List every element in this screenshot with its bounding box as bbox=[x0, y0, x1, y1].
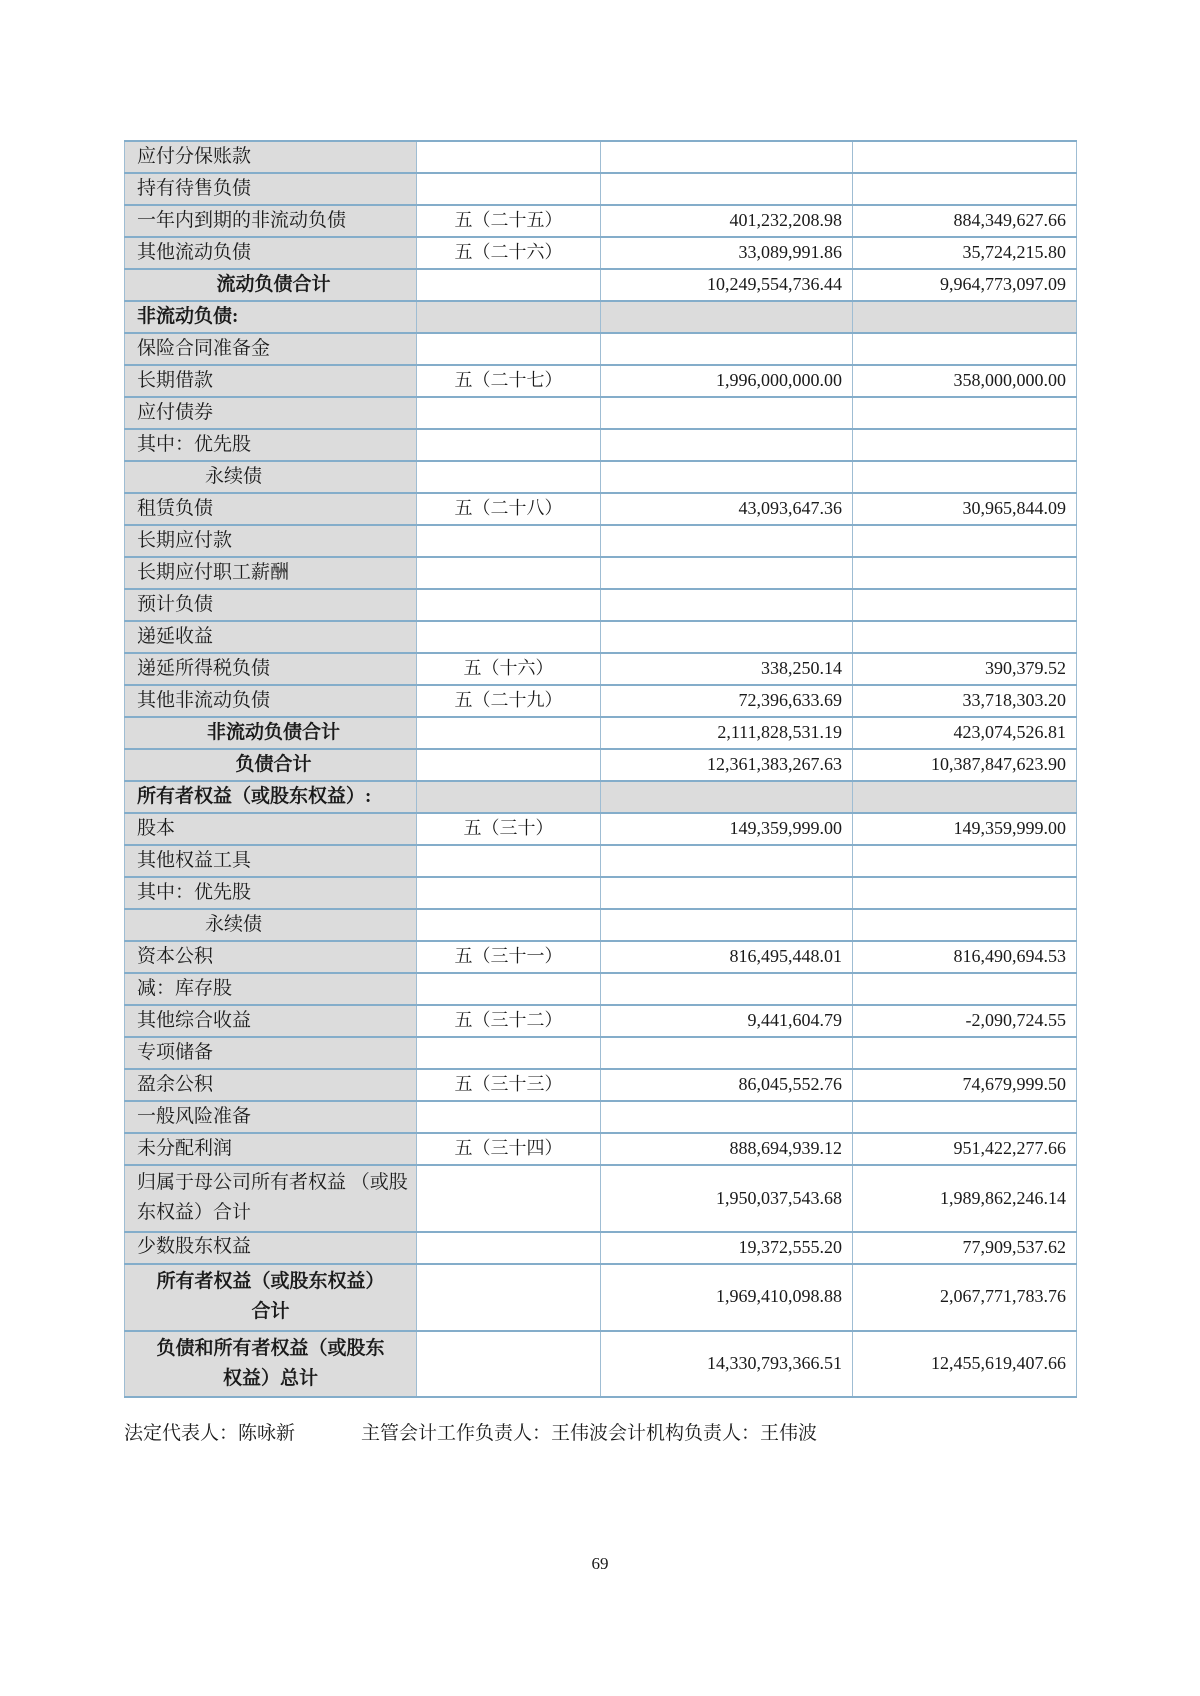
note-cell bbox=[417, 1331, 601, 1398]
previous-amount-cell: 884,349,627.66 bbox=[853, 205, 1077, 237]
row-label-cell: 预计负债 bbox=[125, 589, 417, 621]
row-label-cell: 非流动负债: bbox=[125, 301, 417, 333]
note-cell bbox=[417, 1165, 601, 1232]
previous-amount-cell bbox=[853, 141, 1077, 173]
balance-sheet-body bbox=[125, 141, 1077, 1397]
note-cell bbox=[417, 621, 601, 653]
table-row bbox=[125, 269, 1077, 301]
row-label-cell: 未分配利润 bbox=[125, 1133, 417, 1165]
row-label-cell: 租赁负债 bbox=[125, 493, 417, 525]
table-row bbox=[125, 301, 1077, 333]
current-amount-cell bbox=[601, 333, 853, 365]
note-cell bbox=[417, 397, 601, 429]
row-label-cell: 资本公积 bbox=[125, 941, 417, 973]
note-cell: 五（二十九） bbox=[417, 685, 601, 717]
row-label-cell: 所有者权益（或股东权益）: bbox=[125, 781, 417, 813]
previous-amount-cell bbox=[853, 589, 1077, 621]
row-label-cell: 永续债 bbox=[125, 461, 417, 493]
note-cell bbox=[417, 141, 601, 173]
current-amount-cell bbox=[601, 301, 853, 333]
previous-amount-cell: 390,379.52 bbox=[853, 653, 1077, 685]
row-label-cell: 其他综合收益 bbox=[125, 1005, 417, 1037]
note-cell: 五（二十七） bbox=[417, 365, 601, 397]
note-cell bbox=[417, 557, 601, 589]
table-row bbox=[125, 1165, 1077, 1232]
previous-amount-cell: 10,387,847,623.90 bbox=[853, 749, 1077, 781]
row-label-cell: 保险合同准备金 bbox=[125, 333, 417, 365]
balance-sheet-table bbox=[124, 140, 1077, 1398]
current-amount-cell bbox=[601, 525, 853, 557]
table-row bbox=[125, 973, 1077, 1005]
row-label-cell: 其他流动负债 bbox=[125, 237, 417, 269]
previous-amount-cell: 35,724,215.80 bbox=[853, 237, 1077, 269]
note-cell bbox=[417, 909, 601, 941]
previous-amount-cell bbox=[853, 173, 1077, 205]
note-cell bbox=[417, 589, 601, 621]
table-row bbox=[125, 173, 1077, 205]
table-row bbox=[125, 461, 1077, 493]
row-label-cell: 其中：优先股 bbox=[125, 877, 417, 909]
current-amount-cell: 816,495,448.01 bbox=[601, 941, 853, 973]
table-row bbox=[125, 525, 1077, 557]
table-row bbox=[125, 845, 1077, 877]
current-amount-cell bbox=[601, 909, 853, 941]
note-cell bbox=[417, 1101, 601, 1133]
previous-amount-cell bbox=[853, 557, 1077, 589]
note-cell bbox=[417, 845, 601, 877]
current-amount-cell bbox=[601, 845, 853, 877]
current-amount-cell: 33,089,991.86 bbox=[601, 237, 853, 269]
row-label-cell: 一般风险准备 bbox=[125, 1101, 417, 1133]
table-row bbox=[125, 653, 1077, 685]
table-row bbox=[125, 237, 1077, 269]
note-cell bbox=[417, 1232, 601, 1264]
current-amount-cell: 14,330,793,366.51 bbox=[601, 1331, 853, 1398]
row-label-cell: 其中：优先股 bbox=[125, 429, 417, 461]
table-row bbox=[125, 1005, 1077, 1037]
previous-amount-cell: 951,422,277.66 bbox=[853, 1133, 1077, 1165]
current-amount-cell: 1,950,037,543.68 bbox=[601, 1165, 853, 1232]
note-cell: 五（二十五） bbox=[417, 205, 601, 237]
table-row bbox=[125, 781, 1077, 813]
table-row bbox=[125, 1101, 1077, 1133]
note-cell bbox=[417, 749, 601, 781]
previous-amount-cell bbox=[853, 461, 1077, 493]
note-cell: 五（三十三） bbox=[417, 1069, 601, 1101]
previous-amount-cell bbox=[853, 781, 1077, 813]
current-amount-cell bbox=[601, 589, 853, 621]
previous-amount-cell: 77,909,537.62 bbox=[853, 1232, 1077, 1264]
current-amount-cell bbox=[601, 429, 853, 461]
table-row bbox=[125, 333, 1077, 365]
row-label-cell: 减：库存股 bbox=[125, 973, 417, 1005]
row-label-cell: 其他非流动负债 bbox=[125, 685, 417, 717]
note-cell bbox=[417, 973, 601, 1005]
previous-amount-cell: 358,000,000.00 bbox=[853, 365, 1077, 397]
current-amount-cell: 19,372,555.20 bbox=[601, 1232, 853, 1264]
note-cell: 五（三十） bbox=[417, 813, 601, 845]
row-label-cell: 专项储备 bbox=[125, 1037, 417, 1069]
current-amount-cell bbox=[601, 781, 853, 813]
table-row bbox=[125, 1037, 1077, 1069]
previous-amount-cell: 816,490,694.53 bbox=[853, 941, 1077, 973]
previous-amount-cell: 30,965,844.09 bbox=[853, 493, 1077, 525]
note-cell: 五（三十二） bbox=[417, 1005, 601, 1037]
row-label-cell: 应付债券 bbox=[125, 397, 417, 429]
table-row bbox=[125, 909, 1077, 941]
table-row bbox=[125, 493, 1077, 525]
table-row bbox=[125, 141, 1077, 173]
current-amount-cell bbox=[601, 141, 853, 173]
row-label-cell: 其他权益工具 bbox=[125, 845, 417, 877]
previous-amount-cell: 2,067,771,783.76 bbox=[853, 1264, 1077, 1331]
previous-amount-cell bbox=[853, 397, 1077, 429]
row-label-cell: 负债和所有者权益（或股东 权益）总计 bbox=[125, 1331, 417, 1398]
note-cell: 五（三十一） bbox=[417, 941, 601, 973]
previous-amount-cell: 12,455,619,407.66 bbox=[853, 1331, 1077, 1398]
table-row bbox=[125, 1069, 1077, 1101]
note-cell bbox=[417, 333, 601, 365]
current-amount-cell bbox=[601, 173, 853, 205]
table-row bbox=[125, 941, 1077, 973]
note-cell: 五（三十四） bbox=[417, 1133, 601, 1165]
note-cell bbox=[417, 877, 601, 909]
table-row bbox=[125, 397, 1077, 429]
current-amount-cell: 72,396,633.69 bbox=[601, 685, 853, 717]
current-amount-cell bbox=[601, 973, 853, 1005]
current-amount-cell: 401,232,208.98 bbox=[601, 205, 853, 237]
current-amount-cell: 86,045,552.76 bbox=[601, 1069, 853, 1101]
previous-amount-cell bbox=[853, 973, 1077, 1005]
row-label-cell: 归属于母公司所有者权益 （或股东权益）合计 bbox=[125, 1165, 417, 1232]
previous-amount-cell bbox=[853, 909, 1077, 941]
row-label-cell: 负债合计 bbox=[125, 749, 417, 781]
current-amount-cell: 1,996,000,000.00 bbox=[601, 365, 853, 397]
current-amount-cell: 338,250.14 bbox=[601, 653, 853, 685]
current-amount-cell: 10,249,554,736.44 bbox=[601, 269, 853, 301]
current-amount-cell: 43,093,647.36 bbox=[601, 493, 853, 525]
previous-amount-cell: -2,090,724.55 bbox=[853, 1005, 1077, 1037]
current-amount-cell: 1,969,410,098.88 bbox=[601, 1264, 853, 1331]
current-amount-cell: 2,111,828,531.19 bbox=[601, 717, 853, 749]
previous-amount-cell: 149,359,999.00 bbox=[853, 813, 1077, 845]
previous-amount-cell bbox=[853, 877, 1077, 909]
row-label-cell: 持有待售负债 bbox=[125, 173, 417, 205]
current-amount-cell bbox=[601, 397, 853, 429]
note-cell bbox=[417, 525, 601, 557]
table-row bbox=[125, 1331, 1077, 1398]
table-row bbox=[125, 621, 1077, 653]
row-label-cell: 永续债 bbox=[125, 909, 417, 941]
previous-amount-cell bbox=[853, 1037, 1077, 1069]
table-row bbox=[125, 749, 1077, 781]
note-cell bbox=[417, 429, 601, 461]
table-row bbox=[125, 877, 1077, 909]
note-cell bbox=[417, 1264, 601, 1331]
current-amount-cell bbox=[601, 1101, 853, 1133]
current-amount-cell bbox=[601, 461, 853, 493]
previous-amount-cell bbox=[853, 429, 1077, 461]
previous-amount-cell bbox=[853, 333, 1077, 365]
table-row bbox=[125, 589, 1077, 621]
current-amount-cell: 888,694,939.12 bbox=[601, 1133, 853, 1165]
page-number: 69 bbox=[591, 1554, 609, 1573]
row-label-cell: 应付分保账款 bbox=[125, 141, 417, 173]
row-label-cell: 长期应付款 bbox=[125, 525, 417, 557]
current-amount-cell: 149,359,999.00 bbox=[601, 813, 853, 845]
current-amount-cell bbox=[601, 557, 853, 589]
note-cell: 五（十六） bbox=[417, 653, 601, 685]
row-label-cell: 少数股东权益 bbox=[125, 1232, 417, 1264]
note-cell bbox=[417, 461, 601, 493]
current-amount-cell: 12,361,383,267.63 bbox=[601, 749, 853, 781]
table-row bbox=[125, 205, 1077, 237]
table-row bbox=[125, 1232, 1077, 1264]
previous-amount-cell: 33,718,303.20 bbox=[853, 685, 1077, 717]
note-cell bbox=[417, 301, 601, 333]
row-label-cell: 股本 bbox=[125, 813, 417, 845]
note-cell bbox=[417, 717, 601, 749]
signatories-line bbox=[124, 1418, 817, 1445]
previous-amount-cell bbox=[853, 301, 1077, 333]
previous-amount-cell: 1,989,862,246.14 bbox=[853, 1165, 1077, 1232]
previous-amount-cell: 423,074,526.81 bbox=[853, 717, 1077, 749]
table-row bbox=[125, 429, 1077, 461]
table-row bbox=[125, 1264, 1077, 1331]
note-cell: 五（二十六） bbox=[417, 237, 601, 269]
row-label-cell: 流动负债合计 bbox=[125, 269, 417, 301]
previous-amount-cell: 9,964,773,097.09 bbox=[853, 269, 1077, 301]
note-cell: 五（二十八） bbox=[417, 493, 601, 525]
row-label-cell: 盈余公积 bbox=[125, 1069, 417, 1101]
row-label-cell: 长期应付职工薪酬 bbox=[125, 557, 417, 589]
previous-amount-cell bbox=[853, 621, 1077, 653]
row-label-cell: 一年内到期的非流动负债 bbox=[125, 205, 417, 237]
row-label-cell: 长期借款 bbox=[125, 365, 417, 397]
row-label-cell: 所有者权益（或股东权益） 合计 bbox=[125, 1264, 417, 1331]
note-cell bbox=[417, 781, 601, 813]
note-cell bbox=[417, 173, 601, 205]
previous-amount-cell bbox=[853, 845, 1077, 877]
row-label-cell: 递延收益 bbox=[125, 621, 417, 653]
row-label-cell: 递延所得税负债 bbox=[125, 653, 417, 685]
table-row bbox=[125, 1133, 1077, 1165]
previous-amount-cell: 74,679,999.50 bbox=[853, 1069, 1077, 1101]
previous-amount-cell bbox=[853, 525, 1077, 557]
accounting-heads-text: 主管会计工作负责人：王伟波会计机构负责人：王伟波 bbox=[361, 1423, 818, 1444]
table-row bbox=[125, 717, 1077, 749]
current-amount-cell bbox=[601, 621, 853, 653]
table-row bbox=[125, 365, 1077, 397]
note-cell bbox=[417, 269, 601, 301]
legal-representative-text: 法定代表人：陈咏新 bbox=[124, 1423, 296, 1444]
previous-amount-cell bbox=[853, 1101, 1077, 1133]
current-amount-cell bbox=[601, 1037, 853, 1069]
table-row bbox=[125, 557, 1077, 589]
current-amount-cell: 9,441,604.79 bbox=[601, 1005, 853, 1037]
table-row bbox=[125, 685, 1077, 717]
current-amount-cell bbox=[601, 877, 853, 909]
row-label-cell: 非流动负债合计 bbox=[125, 717, 417, 749]
table-row bbox=[125, 813, 1077, 845]
note-cell bbox=[417, 1037, 601, 1069]
